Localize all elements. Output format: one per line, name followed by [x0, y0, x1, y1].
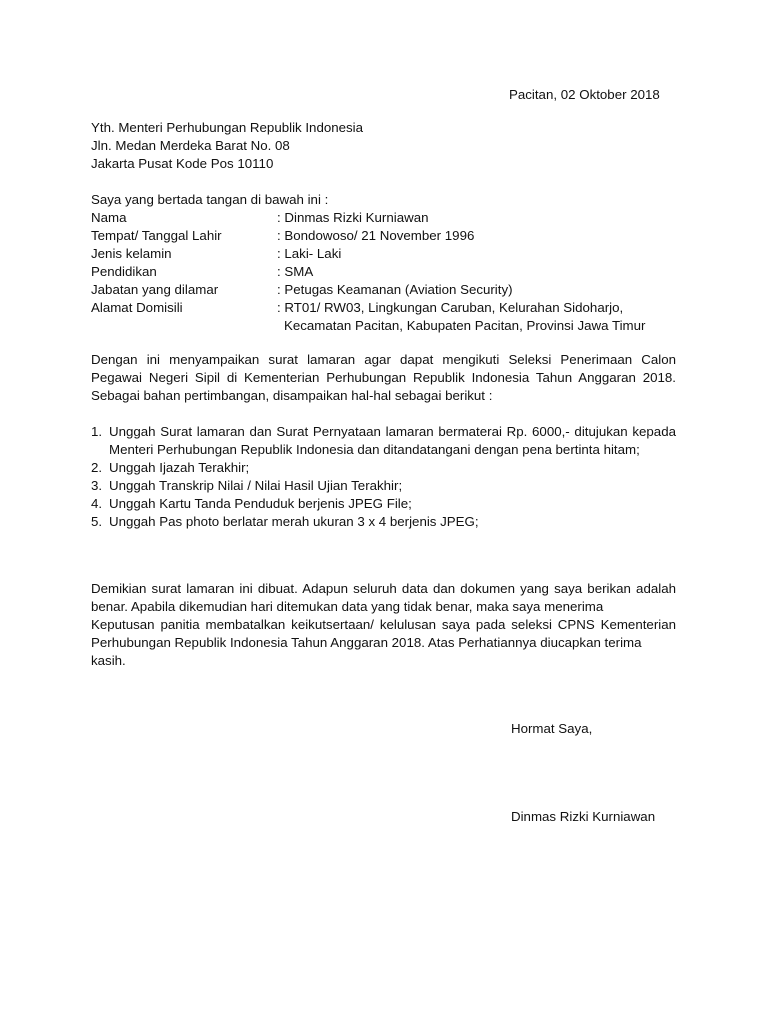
requirements-list — [91, 423, 676, 531]
field-label: Alamat Domisili — [91, 300, 183, 315]
field-value: : SMA — [277, 264, 314, 279]
list-item — [91, 423, 676, 459]
field-label: Tempat/ Tanggal Lahir — [91, 228, 222, 243]
intro-line: Saya yang bertada tangan di bawah ini : — [91, 192, 329, 207]
field-value: : Dinmas Rizki Kurniawan — [277, 210, 429, 225]
list-item-text: Unggah Ijazah Terakhir; — [109, 460, 250, 475]
field-value: : Petugas Keamanan (Aviation Security) — [277, 282, 513, 297]
list-item-number: 3. — [91, 478, 103, 493]
closing-line: kasih. — [91, 653, 126, 668]
address-continuation: Kecamatan Pacitan, Kabupaten Pacitan, Provinsi Jawa Timur — [284, 318, 646, 333]
intro-paragraph: Dengan ini menyampaikan surat lamaran agar dapat mengikuti Seleksi Penerimaan Calon Pegawai Negeri Sipil di Kementerian Perhubungan Republik Indonesia Tahun Anggaran 2018. Sebagai bahan pertimbangan, disampaikan hal-hal sebagai berikut : — [91, 352, 676, 403]
field-label: Jabatan yang dilamar — [91, 282, 219, 297]
recipient-line: Jakarta Pusat Kode Pos 10110 — [91, 156, 274, 171]
letter-date: Pacitan, 02 Oktober 2018 — [509, 87, 660, 102]
field-label: Jenis kelamin — [91, 246, 172, 261]
list-item-number: 2. — [91, 460, 103, 475]
list-item-text: Unggah Transkrip Nilai / Nilai Hasil Ujian Terakhir; — [109, 478, 403, 493]
list-item — [91, 477, 676, 495]
field-label: Pendidikan — [91, 264, 157, 279]
closing-paragraph — [91, 580, 676, 670]
list-item-text: Unggah Surat lamaran dan Surat Pernyataan lamaran bermaterai Rp. 6000,- ditujukan kepada Menteri Perhubungan Republik Indonesia dan ditandatangani dengan pena bertinta hitam; — [109, 424, 676, 457]
recipient-line: Yth. Menteri Perhubungan Republik Indonesia — [91, 120, 364, 135]
list-item-number: 5. — [91, 514, 103, 529]
field-value: : Bondowoso/ 21 November 1996 — [277, 228, 475, 243]
signature-greeting: Hormat Saya, — [511, 721, 593, 736]
closing-line: Demikian surat lamaran ini dibuat. Adapun seluruh data dan dokumen yang saya berikan adalah benar. Apabila dikemudian hari ditemukan data yang tidak benar, maka saya menerima — [91, 581, 676, 614]
recipient-block — [91, 119, 363, 173]
signature-name: Dinmas Rizki Kurniawan — [511, 809, 656, 824]
recipient-line: Jln. Medan Merdeka Barat No. 08 — [91, 138, 290, 153]
list-item-number: 1. — [91, 424, 103, 439]
field-value: : RT01/ RW03, Lingkungan Caruban, Kelurahan Sidoharjo, — [277, 300, 624, 315]
field-label: Nama — [91, 210, 127, 225]
list-item-text: Unggah Pas photo berlatar merah ukuran 3 x 4 berjenis JPEG; — [109, 514, 479, 529]
list-item — [91, 513, 676, 531]
field-value: : Laki- Laki — [277, 246, 342, 261]
list-item-number: 4. — [91, 496, 103, 511]
list-item-text: Unggah Kartu Tanda Penduduk berjenis JPEG File; — [109, 496, 412, 511]
list-item — [91, 459, 676, 477]
closing-line: Keputusan panitia membatalkan keikutsertaan/ kelulusan saya pada seleksi CPNS Kementerian Perhubungan Republik Indonesia Tahun Anggaran 2018. Atas Perhatiannya diucapkan terima — [91, 617, 676, 650]
list-item — [91, 495, 676, 513]
